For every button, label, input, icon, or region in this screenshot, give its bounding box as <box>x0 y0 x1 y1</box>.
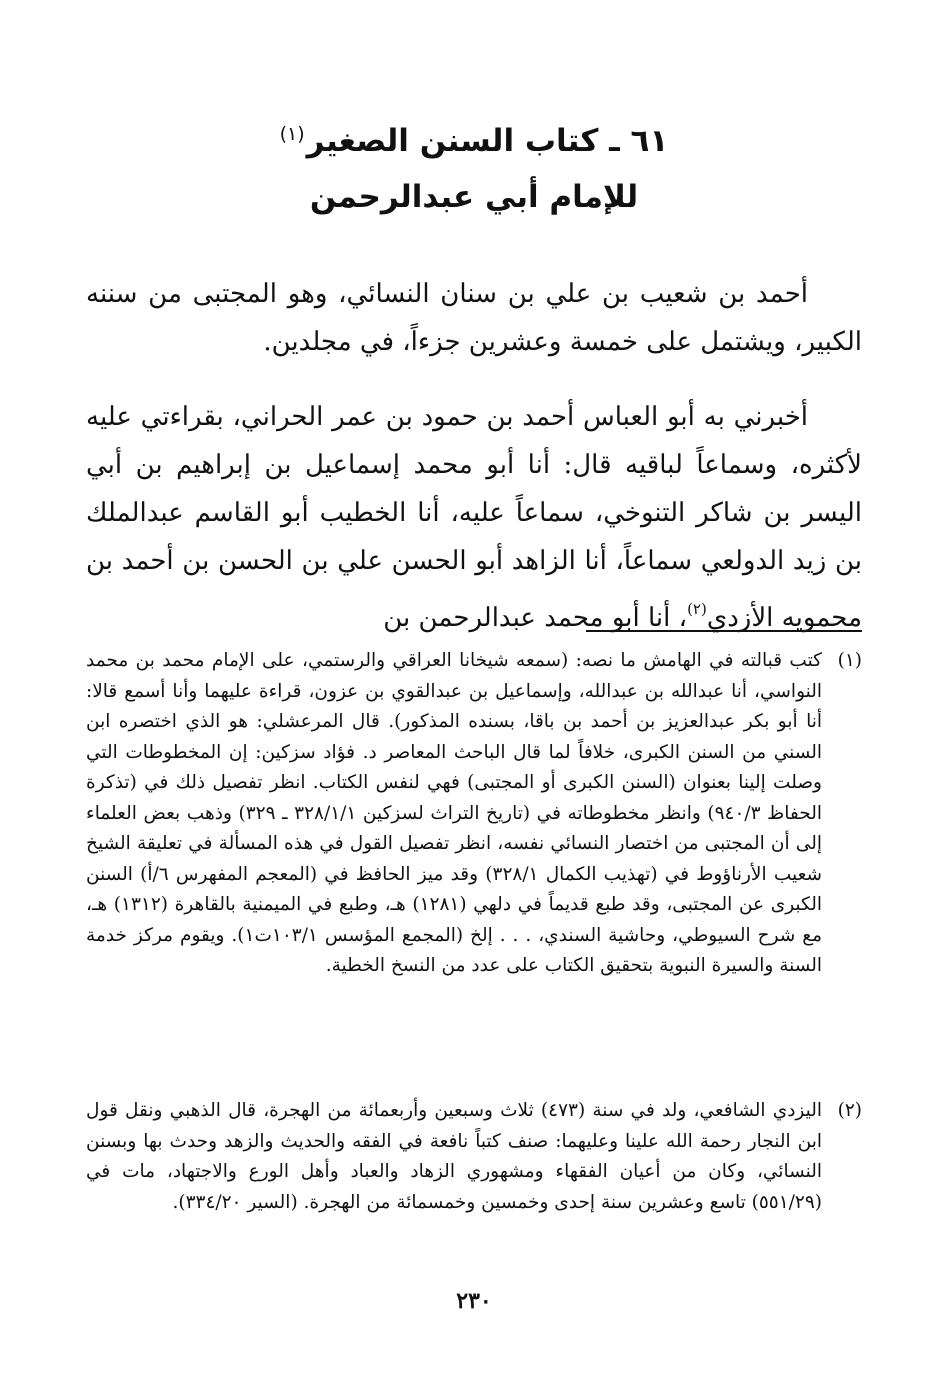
body-paragraph-2 <box>86 393 862 642</box>
footnote-text: كتب قبالته في الهامش ما نصه: (سمعه شيخانا العراقي والرستمي، على الإمام محمد بن محمد النواسي، أنا عبدالله بن عبدالله، وإسماعيل بن عبدالقوي بن عزون، قراءة عليهما وأنا أسمع قالا: أنا أبو بكر عبدالعزيز بن أحمد بن باقا، بسنده المذكور). قال المرعشلي: هو الذي اختصره ابن السني من السنن الكبرى، خلافاً لما قال الباحث المعاصر د. فؤاد سزكين: إن المخطوطات التي وصلت إلينا بعنوان (السنن الكبرى أو المجتبى) فهي لنفس الكتاب. انظر تفصيل ذلك في (تذكرة الحفاظ ٩٤٠/٣) وانظر مخطوطاته في (تاريخ التراث لسزكين ٣٢٨/١/١ ـ ٣٢٩) وذهب بعض العلماء إلى أن المجتبى من اختصار النسائي نفسه، انظر تفصيل القول في هذه المسألة في تعليقة الشيخ شعيب الأرناؤوط في (تهذيب الكمال ٣٢٨/١) وقد ميز الحافظ في (المعجم المفهرس ٦/أ) السنن الكبرى عن المجتبى، وقد طبع قديماً في دلهي (١٢٨١) هـ، وطبع في الميمنية بالقاهرة (١٣١٢) هـ، مع شرح السيوطي، وحاشية السندي، . . . إلخ (المجمع المؤسس ١٠٣/١ت١). ويقوم مركز خدمة السنة والسيرة النبوية بتحقيق الكتاب على عدد من النسخ الخطية. <box>86 650 823 976</box>
footnote-number: (١) <box>837 650 862 671</box>
footnote-separator <box>586 630 862 632</box>
paragraph-text-part-1: أخبرني به أبو العباس أحمد بن حمود بن عمر الحراني، بقراءتي عليه لأكثره، وسماعاً لباقيه قال: أنا أبو محمد إسماعيل بن إبراهيم بن أبي اليسر بن شاكر التنوخي، سماعاً عليه، أنا الخطيب أبو القاسم عبدالملك بن زيد الدولعي سماعاً، أنا الزاهد أبو الحسن علي بن الحسن بن أحمد بن محمويه الأزدي <box>86 402 862 633</box>
footnote-2 <box>86 1096 862 1218</box>
paragraph-text-part-2: ، أنا أبو محمد عبدالرحمن بن <box>383 603 688 633</box>
paragraph-text <box>86 393 862 642</box>
footnote-1 <box>86 646 862 982</box>
footnote-marker-2: (٢) <box>687 600 707 618</box>
chapter-heading <box>80 106 868 225</box>
chapter-title <box>80 106 868 169</box>
page-number: ٢٣٠ <box>456 1288 492 1314</box>
footnote-text: اليزدي الشافعي، ولد في سنة (٤٧٣) ثلاث وسبعين وأربعمائة من الهجرة، قال الذهبي ونقل قول ابن النجار رحمة الله علينا وعليهما: صنف كتباً نافعة في الفقه والحديث والزهد وحدث بها وبسنن النسائي، وكان من أعيان الفقهاء ومشهوري الزهاد والعباد وأهل الورع والاجتهاد، مات في (٥٥١/٢٩) تاسع وعشرين سنة إحدى وخمسين وخمسمائة من الهجرة. (السير ٣٣٤/٢٠). <box>86 1100 822 1213</box>
body-paragraph-1 <box>86 270 862 366</box>
chapter-subtitle: للإمام أبي عبدالرحمن <box>309 179 639 215</box>
paragraph-text: أحمد بن شعيب بن علي بن سنان النسائي، وهو المجتبى من سننه الكبير، ويشتمل على خمسة وعشرين جزءاً، في مجلدين. <box>86 279 862 357</box>
chapter-title-text: ٦١ ـ كتاب السنن الصغير <box>306 123 669 159</box>
footnote-number: (٢) <box>837 1100 862 1121</box>
footnote-marker-1: (١) <box>279 123 305 145</box>
